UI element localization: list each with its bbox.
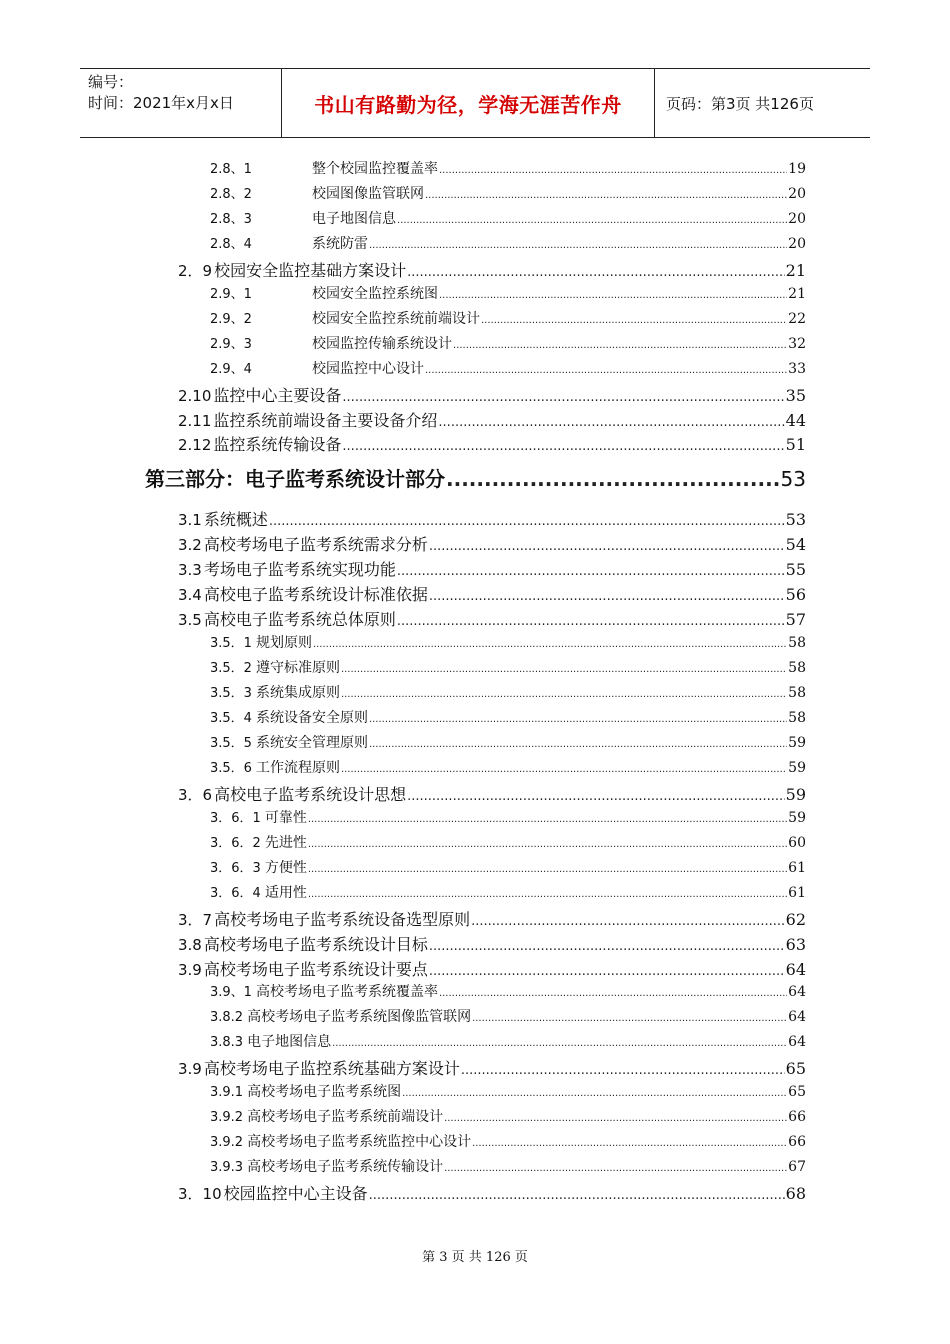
toc-entry-number: 2.12	[178, 436, 212, 455]
toc-entry-number: 3．7	[178, 910, 213, 929]
toc-entry-page: 59	[785, 784, 806, 804]
toc-leader-dots	[425, 365, 787, 376]
toc-entry-title: 系统防雷	[312, 235, 368, 252]
toc-entry-page: 67	[788, 1159, 806, 1176]
toc-leader-dots	[429, 939, 785, 954]
toc-entry-title: 适用性	[264, 884, 307, 901]
header-divider	[654, 69, 655, 137]
toc-entry[interactable]	[178, 258, 806, 283]
toc-entry-title: 高校考场电子监考系统设计要点	[203, 959, 428, 979]
toc-entry-number: 2.11	[178, 411, 212, 430]
toc-entry-title: 系统集成原则	[255, 685, 340, 702]
toc-entry-title: 系统设备安全原则	[255, 710, 368, 726]
toc-entry-title: 校园监控中心设计	[312, 360, 424, 377]
toc-entry-title: 校园安全监控系统图	[312, 285, 438, 302]
toc-entry-page: 35	[785, 385, 806, 405]
toc-entry[interactable]	[210, 757, 806, 782]
toc-entry-title: 系统安全管理原则	[255, 734, 368, 751]
toc-entry[interactable]	[178, 1056, 806, 1081]
toc-entry-page: 63	[785, 934, 806, 954]
toc-entry-number: 3.9	[178, 960, 202, 979]
toc-entry-title: 考场电子监考系统实现功能	[203, 560, 396, 580]
toc-entry-number: 3．6．4	[210, 885, 261, 901]
toc-leader-dots	[444, 1163, 787, 1174]
toc-entry[interactable]	[210, 807, 806, 832]
toc-entry-page: 62	[785, 909, 806, 929]
toc-entry-page: 53	[785, 510, 806, 530]
toc-entry-title: 校园监控中心主设备	[223, 1184, 368, 1204]
toc-entry-number: 3.9.3	[210, 1160, 244, 1176]
toc-entry-page: 60	[788, 834, 806, 851]
toc-entry-title: 校园安全监控基础方案设计	[214, 260, 407, 280]
toc-leader-dots	[397, 614, 785, 629]
toc-entry[interactable]	[210, 1156, 806, 1181]
time-label: 时间：2021年x月x日	[88, 94, 234, 112]
toc-entry-number: 3.5	[178, 611, 202, 630]
toc-entry-number: 3.2	[178, 536, 202, 555]
toc-entry[interactable]	[210, 857, 806, 882]
toc-entry-title: 高校考场电子监考系统传输设计	[247, 1159, 444, 1176]
toc-entry-number: 3.9.2	[210, 1110, 244, 1126]
toc-entry[interactable]	[210, 158, 806, 183]
toc-leader-dots	[369, 714, 787, 725]
toc-entry-number: 3．6	[178, 785, 213, 804]
toc-leader-dots	[369, 739, 787, 750]
toc-entry-page: 56	[785, 585, 806, 605]
toc-entry-page: 58	[788, 635, 806, 652]
toc-entry-title: 遵守标准原则	[255, 660, 340, 677]
toc-entry-title: 整个校园监控覆盖率	[312, 161, 438, 177]
toc-entry-number: 3.5．1	[210, 636, 252, 652]
toc-entry-page: 32	[788, 335, 806, 352]
toc-leader-dots	[481, 315, 787, 326]
toc-entry-title: 监控系统传输设备	[213, 435, 342, 455]
toc-leader-dots	[429, 964, 785, 979]
toc-entry-title: 电子地图信息	[312, 210, 396, 227]
toc-entry-page: 65	[788, 1084, 806, 1101]
toc-entry-title: 规划原则	[255, 635, 312, 652]
toc-entry-title: 可靠性	[264, 809, 307, 826]
toc-entry[interactable]	[210, 183, 806, 208]
toc-leader-dots	[341, 764, 787, 775]
toc-entry[interactable]	[210, 1031, 806, 1056]
toc-entry[interactable]	[210, 632, 806, 657]
toc-entry[interactable]	[178, 607, 806, 632]
toc-entry-page: 66	[788, 1109, 806, 1126]
toc-entry-title: 先进性	[264, 834, 307, 851]
toc-leader-dots	[439, 290, 787, 301]
toc-entry[interactable]	[178, 907, 806, 932]
toc-leader-dots	[342, 439, 784, 454]
toc-entry-number: 3.5．5	[210, 735, 252, 751]
toc-entry-page: 44	[785, 410, 806, 430]
toc-entry-number: 2.9、2	[210, 311, 252, 327]
toc-entry[interactable]	[145, 463, 806, 493]
toc-entry-number: 3．6．3	[210, 860, 261, 876]
toc-entry-number: 3.5．6	[210, 760, 252, 776]
toc-entry-page: 22	[788, 310, 806, 327]
toc-entry-title: 监控系统前端设备主要设备介绍	[213, 410, 438, 430]
toc-entry-page: 54	[785, 535, 806, 555]
toc-leader-dots	[444, 1113, 787, 1124]
toc-leader-dots	[407, 265, 785, 280]
toc-entry-page: 21	[785, 260, 806, 280]
toc-leader-dots	[472, 1138, 787, 1149]
toc-entry[interactable]	[210, 882, 806, 907]
toc-leader-dots	[438, 415, 784, 430]
toc-entry-page: 61	[788, 884, 806, 901]
toc-leader-dots	[308, 814, 787, 825]
toc-entry-number: 3.8.2	[210, 1010, 244, 1026]
toc-entry-number: 2.9、1	[210, 286, 252, 302]
toc-entry-title: 高校电子监考系统总体原则	[203, 610, 396, 630]
toc-entry-number: 3.5．3	[210, 686, 252, 702]
toc-entry[interactable]	[178, 532, 806, 557]
toc-entry-number: 2.10	[178, 386, 212, 405]
toc-leader-dots	[461, 1063, 785, 1078]
toc-entry-title: 系统概述	[203, 510, 268, 530]
header-page-info: 页码：第3页 共126页	[666, 94, 814, 113]
toc-entry-page: 20	[788, 235, 806, 252]
toc-entry[interactable]	[210, 358, 806, 383]
toc-entry[interactable]	[210, 657, 806, 682]
toc-leader-dots	[472, 1013, 787, 1024]
toc-entry[interactable]	[210, 233, 806, 258]
toc-entry[interactable]	[210, 308, 806, 333]
toc-leader-dots	[308, 864, 787, 875]
toc-leader-dots	[407, 789, 785, 804]
toc-entry[interactable]	[210, 682, 806, 707]
toc-entry-number: 2.9、3	[210, 336, 252, 352]
toc-leader-dots	[369, 240, 787, 251]
toc-entry-page: 61	[788, 859, 806, 876]
toc-entry-page: 33	[788, 360, 806, 377]
toc-entry-number: 3.5．2	[210, 661, 252, 677]
toc-entry-title: 高校考场电子监考系统前端设计	[247, 1109, 444, 1126]
toc-entry-page: 20	[788, 210, 806, 227]
toc-entry-page: 21	[788, 285, 806, 302]
toc-entry[interactable]	[178, 383, 806, 408]
toc-entry-number: 2.9、4	[210, 361, 252, 377]
toc-entry-number: 2.8、2	[210, 186, 252, 202]
toc-leader-dots	[342, 390, 784, 405]
toc-entry-number: 3.9、1	[210, 985, 252, 1001]
toc-entry-number: 3.9.1	[210, 1085, 244, 1101]
toc-entry-number: 3.5．4	[210, 711, 252, 726]
toc-entry[interactable]	[210, 208, 806, 233]
toc-entry-page: 64	[785, 959, 806, 979]
toc-entry[interactable]	[210, 981, 806, 1006]
toc-entry-page: 58	[788, 660, 806, 677]
toc-entry-title: 高校电子监考系统设计标准依据	[203, 585, 428, 605]
toc-entry[interactable]	[210, 1006, 806, 1031]
toc-entry-number: 2.8、4	[210, 236, 252, 252]
toc-entry[interactable]	[178, 408, 806, 433]
toc-entry[interactable]	[178, 1181, 806, 1206]
toc-entry[interactable]	[178, 432, 806, 457]
toc-entry[interactable]	[178, 582, 806, 607]
toc-entry-page: 20	[788, 185, 806, 202]
toc-entry-page: 64	[788, 984, 806, 1001]
toc-entry-number: 3．10	[178, 1185, 222, 1204]
toc-entry[interactable]	[178, 557, 806, 582]
toc-entry-number: 2．9	[178, 261, 213, 280]
toc-entry-number: 3.3	[178, 561, 202, 580]
toc-entry-title: 校园安全监控系统前端设计	[312, 310, 480, 327]
toc-entry-title: 校园监控传输系统设计	[312, 335, 452, 352]
toc-leader-dots	[453, 340, 787, 351]
toc-leader-dots	[429, 539, 785, 554]
toc-leader-dots	[471, 914, 785, 929]
toc-entry[interactable]	[210, 1131, 806, 1156]
toc-leader-dots	[269, 514, 785, 529]
toc-leader-dots	[439, 165, 787, 176]
toc-entry-page: 51	[785, 435, 806, 455]
toc-entry-title: 校园图像监管联网	[312, 185, 424, 202]
toc-entry[interactable]	[210, 832, 806, 857]
toc-entry-page: 58	[788, 710, 806, 726]
toc-entry-title: 高校考场电子监考系统需求分析	[203, 535, 428, 555]
toc-entry-page: 65	[785, 1059, 806, 1079]
toc-entry[interactable]	[178, 957, 806, 982]
toc-leader-dots	[308, 889, 787, 900]
toc-entry-number: 3.8	[178, 935, 202, 954]
toc-leader-dots	[439, 988, 787, 999]
toc-entry-number: 3.4	[178, 586, 202, 605]
toc-entry-page: 68	[785, 1184, 806, 1204]
toc-leader-dots	[341, 664, 787, 675]
toc-entry-number: 3．6．2	[210, 835, 261, 851]
toc-entry[interactable]	[210, 333, 806, 358]
toc-entry-title: 高校考场电子监控系统基础方案设计	[203, 1059, 460, 1079]
toc-entry-page: 57	[785, 610, 806, 630]
toc-leader-dots	[425, 190, 787, 201]
page-header	[80, 68, 870, 138]
toc-entry-page: 19	[788, 161, 806, 177]
toc-entry-number: 3.9.2	[210, 1135, 244, 1151]
toc-entry-title: 第三部分：电子监考系统设计部分	[145, 467, 445, 492]
header-motto: 书山有路勤为径，学海无涯苦作舟	[314, 92, 622, 117]
toc-entry-page: 64	[788, 1009, 806, 1026]
toc-leader-dots	[341, 689, 787, 700]
toc-entry-number: 3.9	[178, 1060, 202, 1079]
toc-entry-title: 监控中心主要设备	[213, 385, 342, 405]
toc-leader-dots	[397, 564, 785, 579]
toc-leader-dots	[429, 589, 785, 604]
toc-entry[interactable]	[178, 932, 806, 957]
toc-leader-dots	[332, 1038, 787, 1049]
toc-leader-dots	[397, 215, 787, 226]
toc-leader-dots	[446, 467, 780, 491]
code-label: 编号：	[88, 73, 134, 91]
toc-entry-page: 59	[788, 734, 806, 751]
toc-entry[interactable]	[210, 707, 806, 732]
toc-entry-title: 电子地图信息	[247, 1034, 332, 1051]
header-meta	[88, 72, 234, 114]
toc-leader-dots	[369, 1188, 785, 1203]
page-footer: 第 3 页 共 126 页	[422, 1250, 528, 1265]
toc-entry-number: 3.1	[178, 511, 202, 530]
toc-entry-title: 高校考场电子监考系统图像监管联网	[247, 1009, 472, 1026]
toc-leader-dots	[308, 839, 787, 850]
toc-entry-title: 高校考场电子监考系统设备选型原则	[214, 909, 471, 929]
toc-entry[interactable]	[210, 1081, 806, 1106]
toc-entry-title: 高校考场电子监考系统监控中心设计	[247, 1134, 472, 1151]
toc-entry-number: 3.8.3	[210, 1035, 244, 1051]
toc-entry-title: 方便性	[264, 859, 307, 876]
toc-entry[interactable]	[210, 732, 806, 757]
toc-entry-page: 64	[788, 1034, 806, 1051]
toc-entry-title: 高校考场电子监考系统设计目标	[203, 934, 428, 954]
toc-entry-title: 高校考场电子监考系统覆盖率	[255, 984, 438, 1001]
toc-entry-title: 高校电子监考系统设计思想	[214, 784, 407, 804]
toc-entry-number: 3．6．1	[210, 810, 261, 826]
toc-entry[interactable]	[178, 507, 806, 532]
toc-entry-page: 59	[788, 809, 806, 826]
toc-entry[interactable]	[210, 1106, 806, 1131]
toc-entry[interactable]	[210, 283, 806, 308]
toc-entry[interactable]	[178, 782, 806, 807]
toc-entry-page: 59	[788, 759, 806, 776]
toc-entry-page: 53	[780, 467, 806, 492]
toc-entry-number: 2.8、3	[210, 211, 252, 227]
toc-entry-title: 高校考场电子监考系统图	[247, 1084, 402, 1101]
toc-entry-page: 66	[788, 1134, 806, 1151]
toc-entry-page: 55	[785, 560, 806, 580]
toc-entry-number: 2.8、1	[210, 162, 252, 177]
toc-leader-dots	[402, 1088, 787, 1099]
toc-entry-title: 工作流程原则	[255, 759, 340, 776]
toc-entry-page: 58	[788, 685, 806, 702]
toc-leader-dots	[313, 639, 787, 650]
